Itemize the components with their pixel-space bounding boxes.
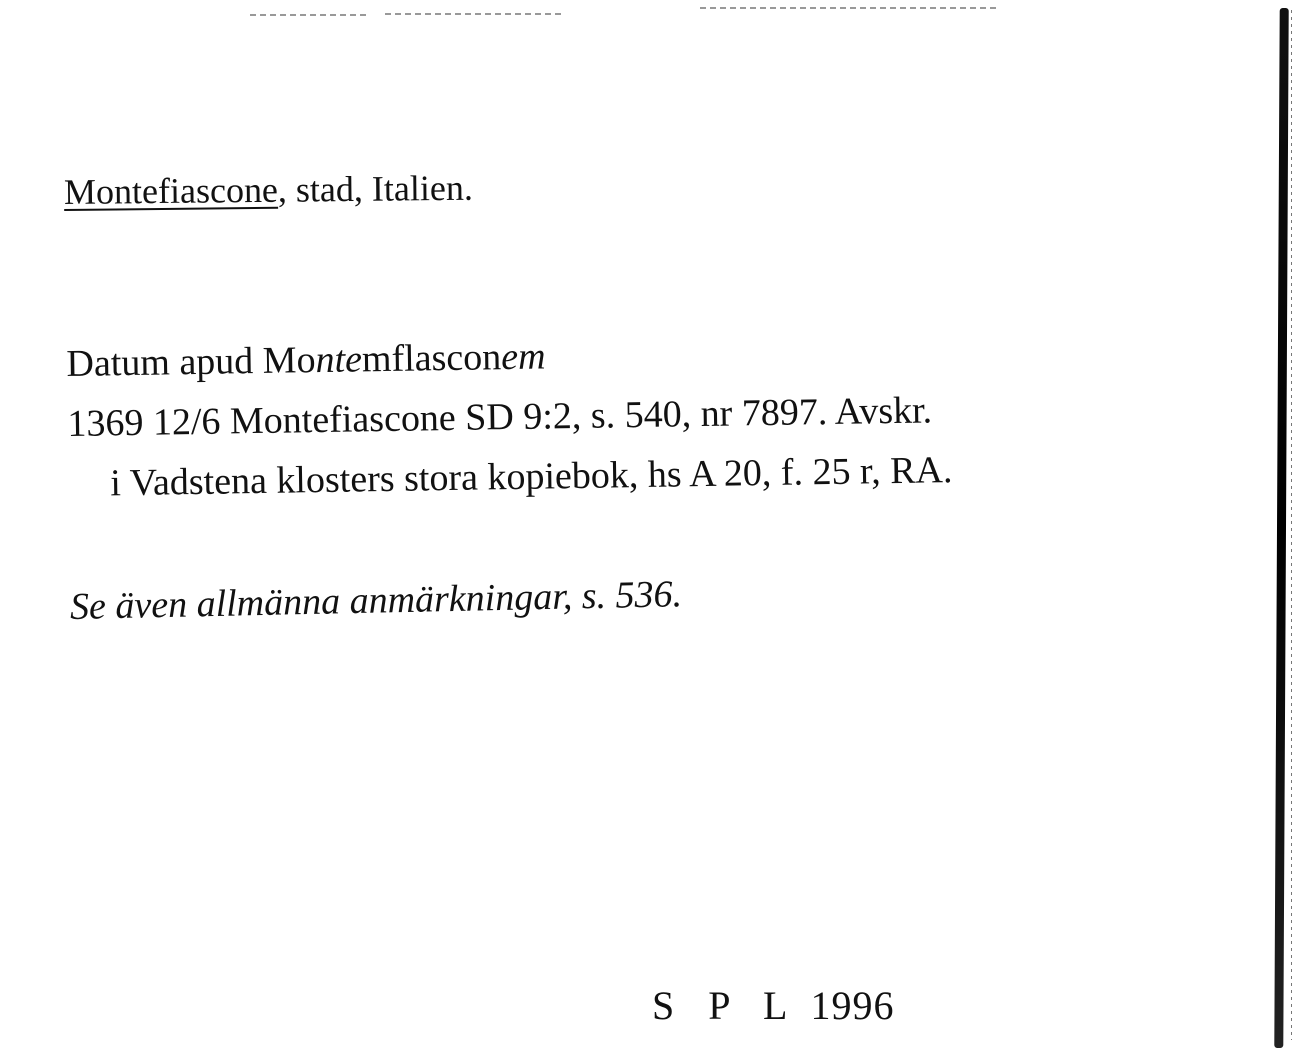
source-phrase-part: m — [361, 337, 392, 381]
place-description: , stad, Italien. — [277, 167, 474, 210]
card-edge-shadow — [1274, 8, 1288, 1048]
citation-continuation: i Vadstena klosters stora kopiebok, hs A 20, f. 25 r, RA. — [110, 449, 953, 505]
signature — [652, 982, 894, 1030]
source-phrase-italic: nte — [315, 338, 363, 382]
see-also-note: Se även allmänna anmärkningar, s. 536. — [69, 573, 683, 628]
entry-heading — [64, 166, 473, 214]
source-phrase-part: flascon — [391, 336, 502, 380]
signature-year: 1996 — [810, 983, 895, 1028]
scan-artifact-right — [1291, 10, 1292, 1040]
scan-artifact-top — [700, 7, 1000, 9]
scan-artifact-top — [250, 14, 370, 16]
source-phrase-italic: em — [500, 335, 546, 379]
place-name: Montefiascone — [63, 169, 279, 212]
source-phrase-part: Datum apud Mo — [66, 339, 316, 385]
scan-artifact-top — [385, 13, 565, 15]
signature-initials: S P L — [652, 983, 800, 1028]
entry-body — [66, 320, 953, 514]
citation-line: 1369 12/6 Montefiascone SD 9:2, s. 540, nr 7897. Avskr. — [67, 389, 933, 445]
